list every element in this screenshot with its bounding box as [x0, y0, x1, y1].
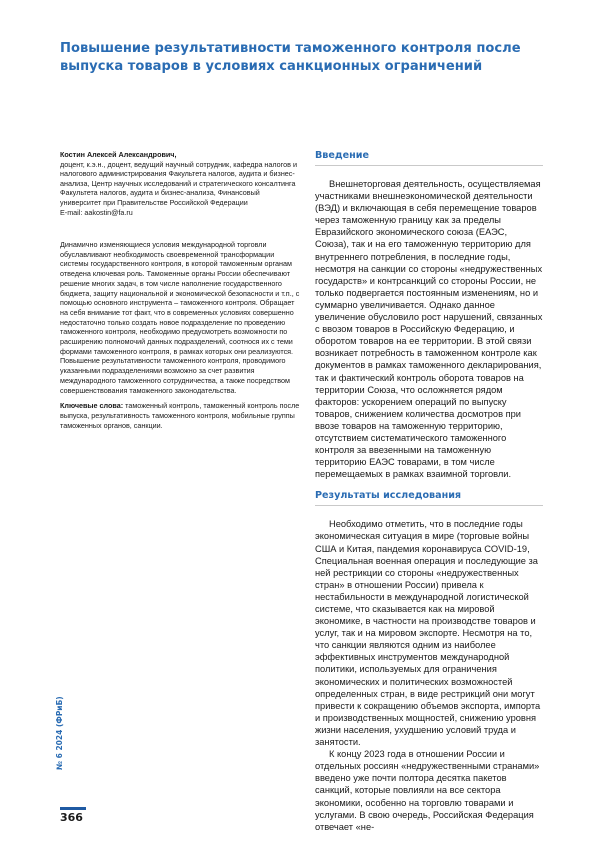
results-paragraph-2: К концу 2023 года в отношении России и отдельных россиян «недружественными странами» введено уже почти полтора десятка пакетов санкций, которые повлияли на все сектора экономики, особенно на торговлю товарами и услугами. В свою очередь, Российская Федерация отвечает «не- — [315, 749, 540, 832]
keywords-text: таможенный контроль, таможенный контроль после выпуска, результативность таможенного контроля, мобильные группы таможенных органов, санкции. — [60, 401, 300, 430]
author-affiliation: доцент, к.э.н., доцент, ведущий научный сотрудник, кафедра налогов и налогового администрирования Факультета налогов, аудита и бизнес-анализа, Центр научных исследований и стратегического консалтинга Факультета налогов, аудита и бизнес-анализа, Финансовый университет при Правительстве Российской Федерации — [60, 159, 297, 207]
section-heading-results: Результаты исследования — [315, 490, 543, 506]
keywords-label: Ключевые слова: — [60, 401, 124, 411]
author-block — [60, 150, 300, 217]
issue-label: № 6 2024 (ФРиБ) — [55, 696, 64, 770]
main-text-column — [315, 150, 543, 833]
introduction-paragraph: Внешнеторговая деятельность, осуществляемая участниками внешнеэкономической деятельности (ВЭД) и включающая в себя перемещение товаров через таможенную границу как за пределы Евразийского экономического союза (ЕАЭС, Союза), так и на его таможенную территорию для внутреннего потребления, в последние годы, несмотря на санкции со стороны «недружественных государств» и контрсанкций со стороны России, не только подвергается постоянным изменениям, но и суммарно увеличивается. Однако данное увеличение обусловило рост нарушений, связанных с ввозом товаров в Российскую Федерацию, и оборотом товаров на ее территории. В этой связи возникает потребность в таможенном контроле как документов в рамках таможенного декларирования, так и фактический контроль оборота товаров на территории Союза, что осложняется рядом факторов: ускорением операций по выпуску товаров, снижением количества досмотров при ввозе товаров на таможенную территорию, отсутствием систематического таможенного контроля за ввезенными на таможенную территорию ЕАЭС товарами, в том числе перемещаемых в рамках взаимной торговли. — [315, 179, 543, 480]
author-name: Костин Алексей Александрович, — [60, 150, 177, 159]
author-email: E-mail: aakostin@fa.ru — [60, 207, 133, 217]
keywords — [60, 401, 300, 430]
results-paragraph-1: Необходимо отметить, что в последние годы экономическая ситуация в мире (торговые войны США и Китая, пандемия коронавируса COVID-19, Специальная военная операция и последующие за ней рестрикции со стороны «недружественных стран» в отношении России) привела к нестабильности в международной логистической системе, что сказывается как на мировой экономике, в частности на производстве товаров и услуг, так и на мировом экспорте. Несмотря на то, что санкции являются одним из наиболее эффективных инструментов международной политики, используемых для ограничения экономических и политических возможностей определенных стран, в виде рестрикций они могут привести к сокращению объемов экспорта, импорта и производственных мощностей, снижению уровня жизни населения, ухудшению условий труда и занятости. — [315, 519, 541, 748]
page-number-bar — [60, 807, 86, 810]
abstract-text: Динамично изменяющиеся условия международной торговли обуславливают необходимость своевременной трансформации системы государственного контроля, в которой таможенным органам отведена ключевая роль. Таможенные органы России обеспечивают решение многих задач, в том числе наполнение государственного бюджета, защиту национальной и экономической безопасности и т.п., с помощью основного инструмента – таможенного контроля. Обращает на себя внимание тот факт, что в современных условиях совершенно недостаточно только создать новое подразделение по проведению таможенного контроля, необходимо предусмотреть возможности по расширению полномочий данных подразделений, соотнося их с теми формами таможенного контроля, в рамках которых они реализуются. Повышение результативности таможенного контроля, проводимого указанными подразделениями возможно за счет развития международного таможенного сотрудничества, а также посредством совершенствования таможенного законодательства. — [60, 240, 300, 395]
section-heading-introduction: Введение — [315, 150, 543, 166]
page-number: 366 — [60, 811, 83, 824]
abstract — [60, 240, 300, 436]
article-title: Повышение результативности таможенного контроля после выпуска товаров в условиях санкционных ограничений — [60, 41, 521, 74]
